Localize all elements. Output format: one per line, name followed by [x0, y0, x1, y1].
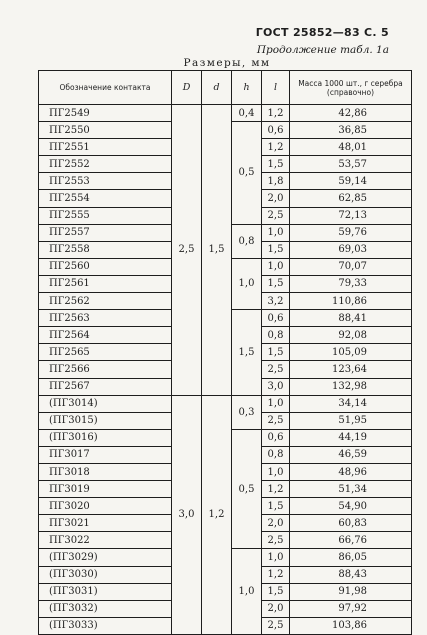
cell-l: 0,6 — [262, 122, 290, 139]
cell-l: 0,8 — [262, 446, 290, 463]
cell-mass: 66,76 — [290, 532, 412, 549]
contact-code: ПГ3021 — [39, 515, 172, 532]
cell-mass: 51,34 — [290, 481, 412, 498]
cell-d: 1,5 — [202, 105, 232, 396]
cell-l: 1,0 — [262, 258, 290, 275]
contact-code: ПГ2557 — [39, 224, 172, 241]
cell-mass: 59,14 — [290, 173, 412, 190]
contact-code: ПГ2558 — [39, 241, 172, 258]
cell-l: 2,5 — [262, 617, 290, 634]
cell-h: 1,0 — [232, 258, 262, 309]
contact-code: (ПГ3016) — [39, 429, 172, 446]
cell-d: 1,2 — [202, 395, 232, 634]
contact-code: (ПГ3014) — [39, 395, 172, 412]
contact-code: ПГ3019 — [39, 481, 172, 498]
contact-code: ПГ2554 — [39, 190, 172, 207]
cell-l: 1,2 — [262, 566, 290, 583]
cell-mass: 69,03 — [290, 241, 412, 258]
cell-l: 1,5 — [262, 156, 290, 173]
cell-mass: 88,41 — [290, 310, 412, 327]
contact-code: ПГ2564 — [39, 327, 172, 344]
dimensions-title: Размеры, мм — [183, 57, 271, 69]
contact-code: ПГ2560 — [39, 258, 172, 275]
cell-mass: 88,43 — [290, 566, 412, 583]
cell-l: 1,5 — [262, 275, 290, 292]
cell-mass: 60,83 — [290, 515, 412, 532]
cell-l: 2,0 — [262, 515, 290, 532]
cell-h: 0,4 — [232, 105, 262, 122]
cell-mass: 79,33 — [290, 275, 412, 292]
cell-l: 1,0 — [262, 224, 290, 241]
contacts-table — [38, 70, 412, 635]
contact-code: (ПГ3029) — [39, 549, 172, 566]
cell-mass: 48,96 — [290, 463, 412, 480]
cell-l: 1,5 — [262, 583, 290, 600]
table-row — [39, 105, 412, 122]
contact-code: ПГ2549 — [39, 105, 172, 122]
cell-l: 3,2 — [262, 293, 290, 310]
column-header-l: l — [262, 71, 290, 105]
cell-l: 1,2 — [262, 481, 290, 498]
contact-code: ПГ2563 — [39, 310, 172, 327]
cell-mass: 48,01 — [290, 139, 412, 156]
cell-D: 3,0 — [172, 395, 202, 634]
cell-l: 2,5 — [262, 412, 290, 429]
cell-l: 1,5 — [262, 344, 290, 361]
cell-mass: 42,86 — [290, 105, 412, 122]
table-continuation-note: Продолжение табл. 1а — [256, 44, 389, 56]
cell-l: 2,5 — [262, 361, 290, 378]
cell-h: 1,0 — [232, 549, 262, 634]
cell-h: 0,5 — [232, 429, 262, 549]
cell-mass: 70,07 — [290, 258, 412, 275]
cell-mass: 72,13 — [290, 207, 412, 224]
cell-l: 1,5 — [262, 498, 290, 515]
table-header-row — [39, 71, 412, 105]
contact-code: ПГ2555 — [39, 207, 172, 224]
cell-mass: 44,19 — [290, 429, 412, 446]
contact-code: ПГ3020 — [39, 498, 172, 515]
contact-code: ПГ2552 — [39, 156, 172, 173]
cell-mass: 132,98 — [290, 378, 412, 395]
standard-number: ГОСТ 25852—83 С. 5 — [255, 26, 389, 39]
column-header-D: D — [172, 71, 202, 105]
cell-l: 1,0 — [262, 549, 290, 566]
cell-mass: 86,05 — [290, 549, 412, 566]
cell-mass: 54,90 — [290, 498, 412, 515]
cell-l: 2,0 — [262, 600, 290, 617]
contact-code: ПГ2550 — [39, 122, 172, 139]
cell-h: 0,8 — [232, 224, 262, 258]
contact-code: ПГ3018 — [39, 463, 172, 480]
cell-l: 1,5 — [262, 241, 290, 258]
cell-l: 2,5 — [262, 532, 290, 549]
contact-code: ПГ2562 — [39, 293, 172, 310]
cell-l: 2,0 — [262, 190, 290, 207]
cell-l: 1,2 — [262, 139, 290, 156]
cell-mass: 123,64 — [290, 361, 412, 378]
cell-mass: 51,95 — [290, 412, 412, 429]
contact-code: ПГ2551 — [39, 139, 172, 156]
cell-mass: 91,98 — [290, 583, 412, 600]
cell-mass: 53,57 — [290, 156, 412, 173]
contact-code: (ПГ3030) — [39, 566, 172, 583]
cell-l: 0,6 — [262, 310, 290, 327]
cell-l: 0,6 — [262, 429, 290, 446]
contact-code: ПГ2561 — [39, 275, 172, 292]
cell-l: 1,0 — [262, 463, 290, 480]
cell-l: 1,2 — [262, 105, 290, 122]
cell-l: 0,8 — [262, 327, 290, 344]
contact-code: ПГ2566 — [39, 361, 172, 378]
contact-code: ПГ2567 — [39, 378, 172, 395]
contact-code: ПГ2565 — [39, 344, 172, 361]
cell-mass: 110,86 — [290, 293, 412, 310]
cell-h: 1,5 — [232, 310, 262, 395]
contact-code: ПГ2553 — [39, 173, 172, 190]
column-header-h: h — [232, 71, 262, 105]
contact-code: (ПГ3015) — [39, 412, 172, 429]
table-row — [39, 395, 412, 412]
cell-h: 0,5 — [232, 122, 262, 225]
cell-l: 1,0 — [262, 395, 290, 412]
contact-code: ПГ3017 — [39, 446, 172, 463]
cell-D: 2,5 — [172, 105, 202, 396]
cell-mass: 92,08 — [290, 327, 412, 344]
cell-mass: 105,09 — [290, 344, 412, 361]
column-header-designation: Обозначение контакта — [39, 71, 172, 105]
contact-code: (ПГ3033) — [39, 617, 172, 634]
cell-mass: 103,86 — [290, 617, 412, 634]
column-header-mass: Масса 1000 шт., г серебра (справочно) — [290, 71, 412, 105]
column-header-d: d — [202, 71, 232, 105]
cell-l: 2,5 — [262, 207, 290, 224]
contact-code: ПГ3022 — [39, 532, 172, 549]
cell-l: 1,8 — [262, 173, 290, 190]
cell-mass: 59,76 — [290, 224, 412, 241]
cell-h: 0,3 — [232, 395, 262, 429]
contact-code: (ПГ3032) — [39, 600, 172, 617]
cell-mass: 36,85 — [290, 122, 412, 139]
cell-mass: 62,85 — [290, 190, 412, 207]
contact-code: (ПГ3031) — [39, 583, 172, 600]
cell-mass: 46,59 — [290, 446, 412, 463]
cell-mass: 97,92 — [290, 600, 412, 617]
cell-mass: 34,14 — [290, 395, 412, 412]
cell-l: 3,0 — [262, 378, 290, 395]
